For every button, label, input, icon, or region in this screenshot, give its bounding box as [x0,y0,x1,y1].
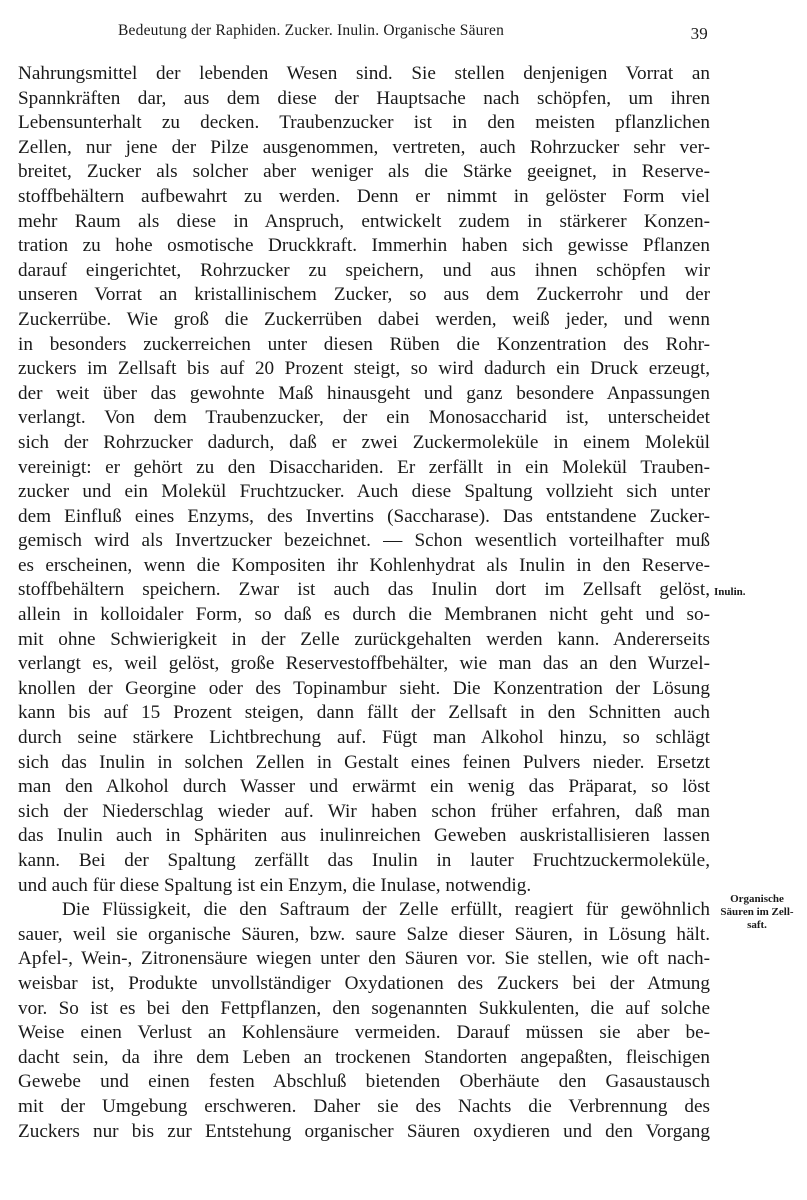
text-line: tration zu hohe osmotische Druckkraft. Immerhin haben sich gewisse Pflanzen [18,235,710,257]
text-line: durch seine stärkere Lichtbrechung auf. Fügt man Alkohol hinzu, so schlägt [18,727,710,749]
text-line: es erscheinen, wenn die Kompositen ihr Kohlenhydrat als Inulin in den Reserve- [18,554,710,576]
text-line: sich das Inulin in solchen Zellen in Gestalt eines feinen Pulvers nieder. Ersetzt [18,751,710,773]
text-line: dacht sein, da ihre dem Leben an trockenen Standorten angepaßten, fleischigen [18,1046,710,1068]
text-line: breitet, Zucker als solcher aber weniger als die Stärke geeignet, in Reserve- [18,161,710,183]
text-line: und auch für diese Spaltung ist ein Enzym, die Inulase, notwendig. [18,874,532,896]
text-line: gemisch wird als Invertzucker bezeichnet. — Schon wesentlich vorteilhafter muß [18,530,710,552]
body-text [18,62,710,1144]
text-line: das Inulin auch in Sphäriten aus inulinreichen Geweben auskristallisieren lassen [18,825,710,847]
text-line: sich der Niederschlag wieder auf. Wir haben schon früher erfahren, daß man [18,800,710,822]
margin-note-organische-saeuren [710,893,804,932]
text-line: vor. So ist es bei den Fettpflanzen, den sogenannten Sukkulenten, die auf solche [18,997,710,1019]
text-line: Nahrungsmittel der lebenden Wesen sind. Sie stellen denjenigen Vorrat an [18,63,710,84]
text-line: allein in kolloidaler Form, so daß es durch die Membranen nicht geht und so- [18,604,710,626]
text-line: zucker und ein Molekül Fruchtzucker. Auch diese Spaltung vollzieht sich unter [18,481,710,503]
text-line: verlangt es, weil gelöst, große Reservestoffbehälter, wie man das an den Wurzel- [18,653,710,675]
text-line: Die Flüssigkeit, die den Saftraum der Zelle erfüllt, reagiert für gewöhnlich [62,899,710,921]
text-line: Lebensunterhalt zu decken. Traubenzucker ist in den meisten pflanzlichen [18,112,710,134]
text-line: unseren Vorrat an kristallinischem Zucker, so aus dem Zuckerrohr und der [18,284,710,306]
margin-note-line: saft. [747,919,767,931]
text-line: Zellen, nur jene der Pilze ausgenommen, vertreten, auch Rohrzucker sehr ver- [18,136,710,158]
running-title: Bedeutung der Raphiden. Zucker. Inulin. Organische Säuren [118,22,505,39]
text-line: der weit über das gewohnte Maß hinausgeht und ganz besondere Anpassungen [18,382,710,404]
text-line: Spannkräften dar, aus dem diese der Hauptsache nach schöpfen, um ihren [18,87,710,109]
text-line: weisbar ist, Produkte unvollständiger Oxydationen des Zuckers bei der Atmung [18,972,710,994]
text-line: Weise einen Verlust an Kohlensäure vermeiden. Darauf müssen sie aber be- [18,1022,710,1044]
text-line: darauf eingerichtet, Rohrzucker zu speichern, und aus ihnen schöpfen wir [18,259,710,281]
margin-note-line: Organische [730,893,784,905]
text-line: mehr Raum als diese in Anspruch, entwickelt zudem in stärkerer Konzen- [18,210,710,232]
text-line: in besonders zuckerreichen unter diesen Rüben die Konzentration des Rohr- [18,333,710,355]
text-line: stoffbehältern aufbewahrt zu werden. Denn er nimmt in gelöster Form viel [18,185,710,207]
text-line: verlangt. Von dem Traubenzucker, der ein Monosaccharid ist, unterscheidet [18,407,710,429]
text-line: man den Alkohol durch Wasser und erwärmt ein wenig das Präparat, so löst [18,776,710,798]
text-line: sauer, weil sie organische Säuren, bzw. saure Salze dieser Säuren, in Lösung hält. [18,923,710,945]
text-line: kann bis auf 15 Prozent steigen, dann fällt der Zellsaft in den Schnitten auch [18,702,710,724]
text-line: stoffbehältern speichern. Zwar ist auch das Inulin dort im Zellsaft gelöst, [18,579,710,601]
page-header [118,22,708,52]
text-line: Apfel-, Wein-, Zitronensäure wiegen unter den Säuren vor. Sie stellen, wie oft nach- [18,948,710,970]
margin-note-line: Säuren im Zell- [720,906,794,918]
text-line: knollen der Georgine oder des Topinambur sieht. Die Konzentration der Lösung [18,677,710,699]
text-line: mit ohne Schwierigkeit in der Zelle zurückgehalten werden kann. Andererseits [18,628,710,650]
text-line: Zuckerrübe. Wie groß die Zuckerrüben dabei werden, weiß jeder, und wenn [18,308,710,330]
text-line: vereinigt: er gehört zu den Disacchariden. Er zerfällt in ein Molekül Trauben- [18,456,710,478]
text-line: zuckers im Zellsaft bis auf 20 Prozent steigt, so wird dadurch ein Druck erzeugt, [18,358,710,380]
text-line: sich der Rohrzucker dadurch, daß er zwei Zuckermoleküle in einem Molekül [18,431,710,453]
margin-note-inulin: Inulin. [714,586,746,598]
text-line: Gewebe und einen festen Abschluß bietenden Oberhäute den Gasaustausch [18,1071,710,1093]
text-line: Zuckers nur bis zur Entstehung organischer Säuren oxydieren und den Vorgang [18,1120,710,1142]
text-line: mit der Umgebung erschweren. Daher sie des Nachts die Verbrennung des [18,1095,710,1117]
text-line: kann. Bei der Spaltung zerfällt das Inulin in lauter Fruchtzuckermoleküle, [18,850,710,871]
page-number: 39 [690,24,708,43]
text-line: dem Einfluß eines Enzyms, des Invertins (Saccharase). Das entstandene Zucker- [18,505,710,527]
